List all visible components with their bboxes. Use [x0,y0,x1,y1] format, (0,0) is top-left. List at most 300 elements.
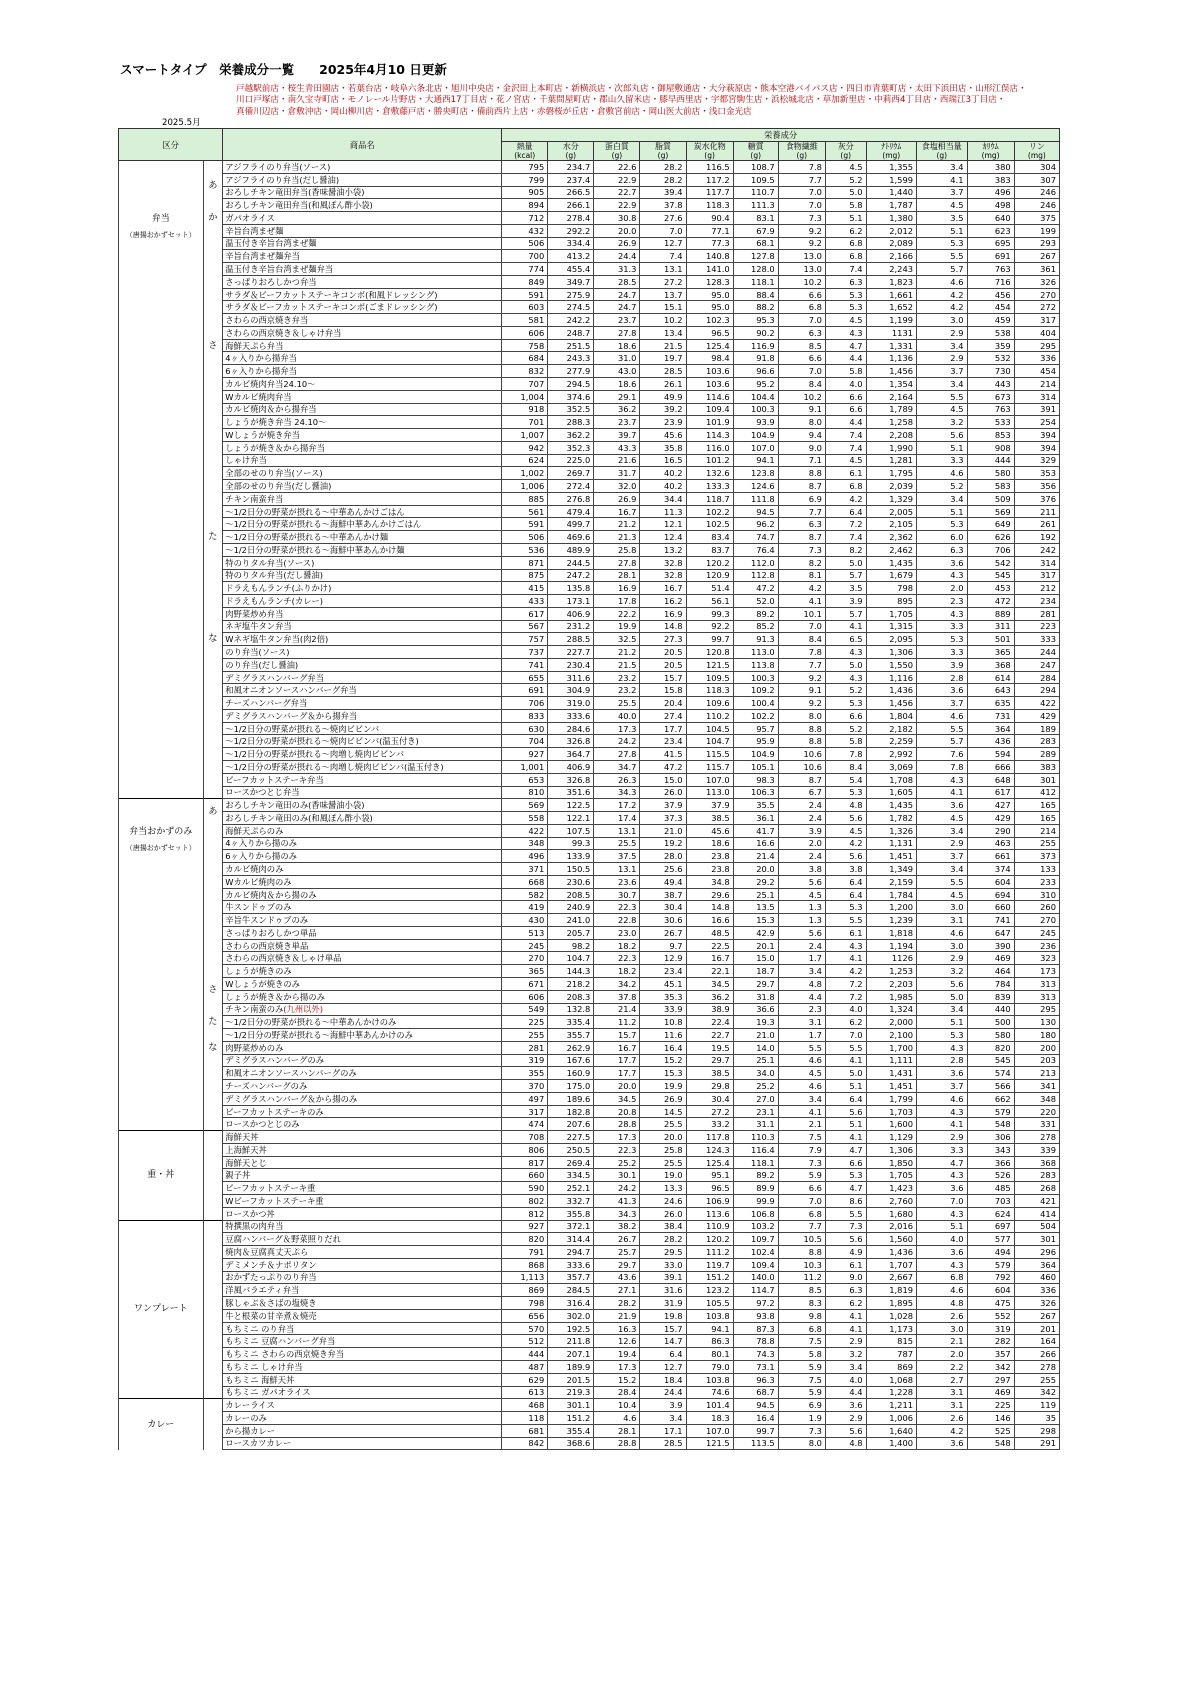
product-name: 特撰黒の肉弁当 [223,1220,502,1233]
nutrient-value: 100.4 [733,697,778,710]
nutrient-value: 6.1 [825,1258,866,1271]
nutrient-value: 208.3 [548,990,594,1003]
nutrient-value: 52.0 [733,595,778,608]
table-row [119,773,1060,786]
product-name: デミグラスハンバーグのみ [223,1054,502,1067]
nutrient-value: 548 [967,1118,1014,1131]
nutrient-value: 1,652 [866,301,916,314]
header-col-label: 炭水化物 [693,142,726,151]
nutrient-value: 355 [502,1067,548,1080]
nutrient-value: 1,315 [866,620,916,633]
product-name: ドラえもんランチ(ふりかけ) [223,582,502,595]
nutrient-value: 8.7 [778,480,825,493]
table-row [119,1029,1060,1042]
nutrient-value: 506 [502,237,548,250]
table-row [119,403,1060,416]
nutrient-value: 8.3 [778,1297,825,1310]
nutrient-value: 7.8 [778,646,825,659]
nutrient-value: 160.9 [548,1067,594,1080]
nutrient-value: 25.1 [733,1054,778,1067]
nutrient-value: 459 [967,314,1014,327]
nutrient-value: 1,326 [866,824,916,837]
nutrient-value: 1,281 [866,454,916,467]
nutrient-value: 479.4 [548,505,594,518]
nutrient-value: 17.7 [594,1054,640,1067]
nutrient-value: 4.2 [917,1424,967,1437]
nutrient-value: 85.2 [733,620,778,633]
nutrient-value: 3.3 [917,1143,967,1156]
header-col-unit: (kcal) [514,151,536,160]
nutrient-value: 22.2 [594,607,640,620]
nutrient-value: 20.0 [733,863,778,876]
table-row [119,518,1060,531]
nutrient-value: 89.9 [733,1182,778,1195]
nutrient-value: 30.4 [686,1092,733,1105]
nutrient-value: 4.5 [917,888,967,901]
nutrient-value: 1.3 [778,914,825,927]
header-col-label: 糖質 [747,142,764,151]
nutrient-value: 326.8 [548,773,594,786]
nutrient-value: 6.6 [825,1156,866,1169]
nutrient-value: 577 [967,1233,1014,1246]
nutrient-value: 140.0 [733,1271,778,1284]
store-name: 真備川辺店・ [236,106,288,117]
nutrient-value: 94.1 [686,1322,733,1335]
nutrient-value: 684 [502,352,548,365]
nutrient-value: 5.6 [778,926,825,939]
product-name: しゃけ弁当 [223,454,502,467]
store-name: 勝央町店・ [433,106,477,117]
store-name: 岡山医大前店・ [648,106,709,117]
nutrient-value: 364 [967,722,1014,735]
nutrient-value: 36.2 [686,990,733,1003]
product-name: しょうが焼き＆から揚のみ [223,990,502,1003]
nutrient-value: 352.5 [548,403,594,416]
nutrient-value: 5.2 [917,480,967,493]
product-name: おろしチキン竜田弁当(香味醤油小袋) [223,186,502,199]
nutrient-value: 3.7 [917,365,967,378]
nutrient-value: 282 [967,1335,1014,1348]
nutrient-value: 4.4 [825,352,866,365]
header-group: 栄養成分 [502,129,1060,142]
nutrient-value: 9.8 [778,1309,825,1322]
nutrient-value: 16.7 [594,505,640,518]
table-row [119,697,1060,710]
nutrient-value: 497 [502,1092,548,1105]
nutrient-value: 4.6 [917,1284,967,1297]
nutrient-value: 110.9 [686,1220,733,1233]
nutrient-value: 569 [502,799,548,812]
nutrient-value: 96.5 [686,326,733,339]
nutrient-value: 716 [967,275,1014,288]
nutrient-value: 4.2 [778,582,825,595]
nutrient-value: 247 [1014,658,1059,671]
nutrient-value: 132.8 [548,1003,594,1016]
product-name: デミグラスハンバーグ＆から揚のみ [223,1092,502,1105]
nutrient-value: 569 [967,505,1014,518]
nutrient-value: 24.2 [594,1182,640,1195]
nutrient-value: 501 [967,633,1014,646]
nutrient-value: 106.8 [733,1207,778,1220]
nutrient-value: 5.3 [917,633,967,646]
nutrient-value: 548 [967,1437,1014,1450]
nutrient-value: 95.0 [686,288,733,301]
nutrient-value: 1,795 [866,467,916,480]
nutrient-value: 820 [502,1233,548,1246]
nutrient-value: 140.8 [686,250,733,263]
nutrient-value: 4.3 [917,607,967,620]
nutrient-value: 23.0 [594,926,640,939]
nutrient-value: 348 [1014,1092,1059,1105]
table-row [119,556,1060,569]
nutrient-value: 4.4 [825,416,866,429]
nutrient-value: 18.3 [686,1412,733,1425]
nutrient-value: 1126 [866,952,916,965]
nutrient-value: 335.4 [548,1016,594,1029]
product-name-text: チキン南蛮のみ [225,1004,284,1015]
nutrient-value: 87.3 [733,1322,778,1335]
nutrient-value: 1,703 [866,1105,916,1118]
nutrient-value: 8.7 [778,773,825,786]
product-name: 6ヶ入りから揚のみ [223,850,502,863]
store-name: 桜生青田園店・ [287,84,348,94]
store-name: 膝早西里店・ [659,95,711,106]
nutrient-value: 6.8 [825,237,866,250]
nutrient-value: 3.4 [917,492,967,505]
table-row [119,965,1060,978]
nutrient-value: 124.3 [686,1143,733,1156]
nutrient-value: 289 [1014,748,1059,761]
nutrient-value: 4.3 [917,1258,967,1271]
nutrient-value: 614 [967,671,1014,684]
nutrient-value: 6.4 [825,505,866,518]
table-row [119,301,1060,314]
nutrient-value: 93.9 [733,416,778,429]
nutrient-value: 703 [967,1195,1014,1208]
nutrient-value: 76.4 [733,543,778,556]
nutrient-value: 1,679 [866,569,916,582]
nutrient-value: 406.9 [548,760,594,773]
nutrient-value: 839 [967,990,1014,1003]
nutrient-value: 908 [967,441,1014,454]
nutrient-value: 333.6 [548,1258,594,1271]
nutrient-value: 201 [1014,1322,1059,1335]
nutrient-value: 110.3 [733,1131,778,1144]
nutrient-value: 109.5 [686,671,733,684]
nutrient-value: 4.5 [917,812,967,825]
nutrient-value: 661 [967,850,1014,863]
nutrient-value: 798 [502,1297,548,1310]
nutrient-value: 6.1 [825,926,866,939]
store-name: モノレール片野店・ [347,95,425,106]
nutrient-value: 3.8 [778,863,825,876]
nutrient-value: 368 [1014,1156,1059,1169]
nutrient-value: 11.2 [778,1271,825,1284]
nutrient-value: 32.0 [594,480,640,493]
header-col-unit: (g) [704,151,715,160]
nutrient-value: 5.5 [917,875,967,888]
nutrient-value: 21.2 [594,646,640,659]
nutrient-value: 31.3 [594,263,640,276]
nutrient-value: 4.5 [917,199,967,212]
nutrient-value: 245 [1014,926,1059,939]
nutrient-value: 47.2 [640,760,686,773]
nutrient-value: 21.2 [594,518,640,531]
nutrient-value: 19.8 [640,1309,686,1322]
nutrient-value: 24.7 [594,301,640,314]
nutrient-value: 552 [967,1309,1014,1322]
nutrient-value: 10.2 [778,275,825,288]
nutrient-value: 28.8 [594,1118,640,1131]
product-name: カルビ焼肉のみ [223,863,502,876]
nutrient-value: 7.0 [778,314,825,327]
nutrient-value: 35.8 [640,441,686,454]
nutrient-value: 212 [1014,582,1059,595]
nutrient-value: 536 [502,543,548,556]
nutrient-value: 6.8 [917,1271,967,1284]
product-name: 海鮮天ぷらのみ [223,824,502,837]
nutrient-value: 7.4 [825,441,866,454]
nutrient-value: 413.2 [548,250,594,263]
nutrient-value: 18.6 [686,837,733,850]
nutrient-value: 103.6 [686,378,733,391]
nutrient-value: 799 [502,173,548,186]
nutrient-value: 5.0 [825,1067,866,1080]
product-name: ドラえもんランチ(カレー) [223,595,502,608]
nutrient-value: 27.6 [640,212,686,225]
table-row [119,1399,1060,1412]
nutrient-value: 27.2 [640,275,686,288]
nutrient-value: 579 [967,1258,1014,1271]
nutrient-value: 4.8 [825,799,866,812]
nutrient-value: 26.0 [640,1207,686,1220]
nutrient-value: 225.0 [548,454,594,467]
nutrient-value: 469.6 [548,531,594,544]
nutrient-value: 4.1 [825,952,866,965]
nutrient-value: 284.5 [548,1284,594,1297]
nutrient-value: 96.3 [733,1373,778,1386]
nutrient-value: 121.5 [686,1437,733,1450]
nutrient-value: 7.0 [778,620,825,633]
nutrient-value: 27.8 [594,748,640,761]
nutrient-value: 208.5 [548,888,594,901]
product-name: デミメンチ＆ナポリタン [223,1258,502,1271]
nutrient-value: 113.0 [686,786,733,799]
nutrient-value: 496 [502,850,548,863]
nutrient-value: 1,239 [866,914,916,927]
nutrient-value: 694 [967,888,1014,901]
nutrient-value: 4.3 [825,646,866,659]
nutrient-value: 223 [1014,620,1059,633]
nutrient-value: 310 [1014,888,1059,901]
nutrient-value: 40.0 [594,709,640,722]
nutrient-value: 469 [967,1386,1014,1399]
nutrient-value: 1,116 [866,671,916,684]
nutrient-value: 15.7 [594,1029,640,1042]
nutrient-value: 422 [502,824,548,837]
nutrient-value: 7.7 [778,173,825,186]
nutrient-value: 19.5 [686,1041,733,1054]
nutrient-value: 7.3 [825,1220,866,1233]
nutrient-value: 24.4 [594,250,640,263]
nutrient-value: 23.9 [640,416,686,429]
nutrient-value: 319 [967,1322,1014,1335]
nutrient-value: 39.4 [640,186,686,199]
product-name: 焼肉＆豆腐真丈天ぷら [223,1246,502,1259]
nutrient-value: 281 [502,1041,548,1054]
nutrient-value: 304.9 [548,684,594,697]
nutrient-value: 96.2 [733,518,778,531]
nutrient-value: 741 [967,914,1014,927]
nutrient-value: 16.7 [686,952,733,965]
nutrient-value: 16.3 [594,1322,640,1335]
nutrient-value: 463 [967,837,1014,850]
product-name: もちミニ のり弁当 [223,1322,502,1335]
nutrient-value: 456 [967,288,1014,301]
product-name: 温玉付き辛旨台湾まぜ麺弁当 [223,263,502,276]
page-title: スマートタイプ 栄養成分一覧 2025年4月10 日更新 [120,62,447,77]
nutrient-value: 295 [1014,1003,1059,1016]
nutrient-value: 3.5 [917,212,967,225]
nutrient-value: 4.1 [825,1054,866,1067]
nutrient-value: 24.2 [594,735,640,748]
category-cell [119,799,204,1131]
nutrient-value: 1131 [866,326,916,339]
nutrient-value: 1,705 [866,607,916,620]
nutrient-value: 35 [1014,1412,1059,1425]
nutrient-value: 94.5 [733,1399,778,1412]
nutrient-value: 21.0 [640,824,686,837]
nutrient-value: 7.8 [917,760,967,773]
nutrient-value: 5.5 [825,1041,866,1054]
product-name: のり弁当(ソース) [223,646,502,659]
nutrient-value: 414 [1014,1207,1059,1220]
nutrient-value: 30.6 [640,914,686,927]
category-cell [119,1220,204,1399]
nutrient-value: 29.7 [686,1054,733,1067]
nutrient-value: 242.2 [548,314,594,327]
nutrient-value: 23.6 [594,875,640,888]
nutrient-value: 5.9 [778,1360,825,1373]
nutrient-value: 10.6 [778,748,825,761]
nutrient-value: 125.4 [686,339,733,352]
nutrient-value: 4.7 [825,339,866,352]
nutrient-value: 236 [1014,939,1059,952]
nutrient-value: 889 [967,607,1014,620]
product-name: 辛旨牛スンドゥブのみ [223,914,502,927]
nutrient-value: 817 [502,1156,548,1169]
nutrient-value: 681 [502,1424,548,1437]
nutrient-value: 774 [502,263,548,276]
nutrient-value: 7.8 [778,161,825,174]
nutrient-value: 1,173 [866,1322,916,1335]
table-row [119,939,1060,952]
nutrient-value: 16.6 [733,837,778,850]
nutrient-value: 1,006 [866,1412,916,1425]
nutrient-value: 5.0 [917,990,967,1003]
nutrient-value: 2,000 [866,1016,916,1029]
nutrient-value: 3.4 [917,1003,967,1016]
store-name: 旭川中央店・ [450,84,503,94]
nutrient-value: 251.5 [548,339,594,352]
nutrient-value: 116.5 [686,161,733,174]
nutrient-value: 104.9 [733,748,778,761]
header-col-label: ｶﾘｳﾑ [982,142,999,151]
nutrient-value: 3.6 [917,684,967,697]
nutrient-value: 296 [1014,1246,1059,1259]
header-col [778,142,825,161]
nutrient-value: 199 [1014,224,1059,237]
nutrient-value: 127.8 [733,250,778,263]
header-col-unit: (g) [611,151,623,160]
product-name: 上海鮮天丼 [223,1143,502,1156]
nutrient-value: 37.3 [640,812,686,825]
nutrient-value: 22.9 [594,173,640,186]
nutrient-value: 5.3 [917,237,967,250]
kana-index: な [203,1041,223,1054]
nutrient-value: 660 [502,1169,548,1182]
table-row [119,1360,1060,1373]
nutrient-value: 15.2 [640,1054,686,1067]
table-row [119,1169,1060,1182]
nutrient-value: 23.7 [594,416,640,429]
nutrient-value: 7.0 [778,365,825,378]
nutrient-value: 4.8 [778,978,825,991]
table-row [119,480,1060,493]
header-col-label: リン [1028,142,1045,151]
nutrient-value: 380 [967,161,1014,174]
nutrient-value: 78.8 [733,1335,778,1348]
nutrient-value: 7.0 [917,1195,967,1208]
nutrient-value: 5.6 [917,429,967,442]
nutrient-value: 255 [1014,837,1059,850]
nutrient-value: 444 [967,454,1014,467]
nutrient-value: 128.3 [686,275,733,288]
nutrient-value: 567 [502,620,548,633]
nutrient-value: 35.3 [640,990,686,1003]
table-row [119,863,1060,876]
nutrient-value: 3.9 [825,595,866,608]
table-row [119,1220,1060,1233]
table-row [119,990,1060,1003]
nutrient-value: 3.9 [917,658,967,671]
nutrient-value: 30.1 [594,1169,640,1182]
nutrient-value: 1.7 [778,952,825,965]
nutrient-value: 21.3 [594,531,640,544]
product-name: 豚しゃぶ＆さばの塩焼き [223,1297,502,1310]
nutrient-value: 189 [1014,722,1059,735]
nutrient-value: 14.0 [733,1041,778,1054]
nutrient-value: 3.6 [917,1437,967,1450]
product-name: ～1/2日分の野菜が摂れる～焼肉ビビンバ(温玉付き) [223,735,502,748]
nutrient-value: 234.7 [548,161,594,174]
table-row [119,1207,1060,1220]
nutrient-value: 704 [502,735,548,748]
nutrient-value: 207.1 [548,1348,594,1361]
nutrient-value: 4.4 [778,990,825,1003]
store-name: 宇都宮駒生店・ [710,95,772,106]
kana-index: た [203,1003,223,1041]
nutrient-value: 5.5 [825,914,866,927]
nutrient-value: 119.7 [686,1258,733,1271]
table-row [119,837,1060,850]
nutrient-value: 1,431 [866,1067,916,1080]
nutrient-value: 3.1 [917,914,967,927]
nutrient-value: 4.3 [917,1207,967,1220]
nutrient-value: 580 [967,1029,1014,1042]
nutrient-value: 10.4 [594,1399,640,1412]
nutrient-value: 5.1 [917,505,967,518]
